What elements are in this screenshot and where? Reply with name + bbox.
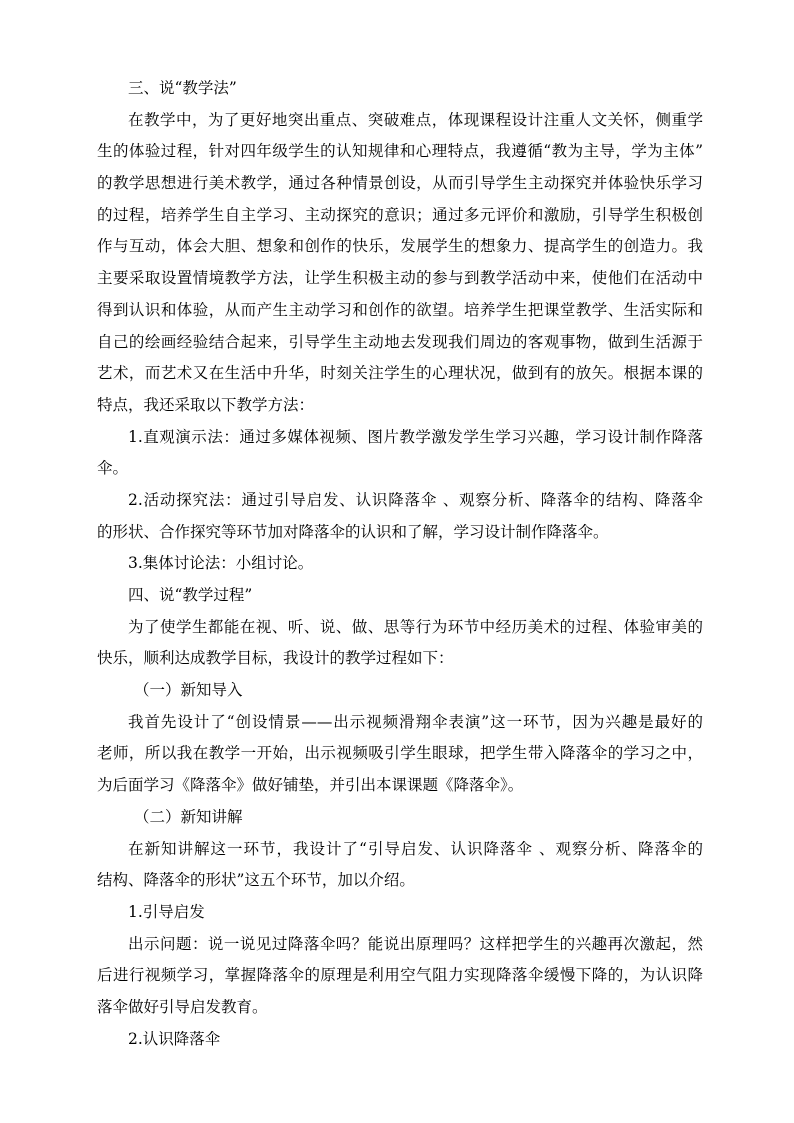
section-heading-teaching-methods: 三、说“教学法” (128, 79, 237, 97)
text-line: 落伞做好引导启发教育。 (97, 997, 268, 1016)
paragraph-teaching-methods (97, 105, 703, 422)
paragraph-new-knowledge-intro (97, 707, 703, 802)
paragraph-guidance (97, 929, 703, 1024)
paragraph-process-intro (97, 612, 703, 675)
method-item-demonstration (97, 422, 703, 485)
text-line: 的形状、合作探究等环节加对降落伞的认识和了解，学习设计制作降落伞。 (97, 522, 609, 541)
text-line: 艺术，而艺术又在生活中升华，时刻关注学生的心理状况，做到有的放矢。根据本课的 (97, 364, 703, 383)
text-line: 在教学中，为了更好地突出重点、突破难点，体现课程设计注重人文关怀，侧重学 (128, 110, 703, 129)
method-item-exploration (97, 485, 703, 548)
method-item-discussion: 3.集体讨论法：小组讨论。 (128, 554, 314, 573)
text-line: 特点，我还采取以下教学方法： (97, 395, 315, 414)
text-line: 主要采取设置情境教学方法，让学生积极主动的参与到教学活动中来，使他们在活动中 (97, 269, 703, 288)
text-line: 在新知讲解这一环节，我设计了“引导启发、认识降落伞 、观察分析、降落伞的 (128, 839, 703, 858)
text-line: 快乐，顺利达成教学目标，我设计的教学过程如下： (97, 649, 454, 668)
step-heading-guidance: 1.引导启发 (128, 902, 205, 921)
section-heading-teaching-process: 四、说“教学过程” (128, 586, 253, 604)
text-line: 出示问题：说一说见过降落伞吗？能说出原理吗？这样把学生的兴趣再次激起，然 (128, 934, 703, 953)
paragraph-new-knowledge-explain (97, 834, 703, 897)
text-line: 为了使学生都能在视、听、说、做、思等行为环节中经历美术的过程、体验审美的 (128, 617, 703, 636)
text-line: 为后面学习《降落伞》做好铺垫，并引出本课课题《降落伞》。 (97, 776, 524, 795)
text-line: 老师，所以我在教学一开始，出示视频吸引学生眼球，把学生带入降落伞的学习之中， (97, 744, 703, 763)
text-line: 的过程，培养学生自主学习、主动探究的意识；通过多元评价和激励，引导学生积极创 (97, 205, 703, 224)
step-heading-know-parachute: 2.认识降落伞 (128, 1029, 221, 1048)
subheading-new-knowledge-explain: （二）新知讲解 (134, 807, 243, 826)
document-page (97, 73, 703, 1055)
subheading-new-knowledge-intro: （一）新知导入 (134, 681, 243, 700)
text-line: 我首先设计了“创设情景——出示视频滑翔伞表演”这一环节，因为兴趣是最好的 (128, 712, 703, 731)
text-line: 2.活动探究法：通过引导启发、认识降落伞 、观察分析、降落伞的结构、降落伞 (128, 490, 703, 509)
text-line: 1.直观演示法：通过多媒体视频、图片教学激发学生学习兴趣，学习设计制作降落 (128, 427, 703, 446)
text-line: 得到认识和体验，从而产生主动学习和创作的欲望。培养学生把课堂教学、生活实际和 (97, 300, 703, 319)
text-line: 伞。 (97, 459, 129, 478)
text-line: 结构、降落伞的形状”这五个环节，加以介绍。 (97, 871, 415, 890)
text-line: 后进行视频学习，掌握降落伞的原理是利用空气阻力实现降落伞缓慢下降的，为认识降 (97, 966, 703, 985)
text-line: 自己的绘画经验结合起来，引导学生主动地去发现我们周边的客观事物，做到生活源于 (97, 332, 703, 351)
text-line: 的教学思想进行美术教学，通过各种情景创设，从而引导学生主动探究并体验快乐学习 (97, 174, 703, 193)
text-line: 生的体验过程，针对四年级学生的认知规律和心理特点，我遵循“教为主导，学为主体” (97, 142, 703, 161)
text-line: 作与互动，体会大胆、想象和创作的快乐，发展学生的想象力、提高学生的创造力。我 (97, 237, 703, 256)
